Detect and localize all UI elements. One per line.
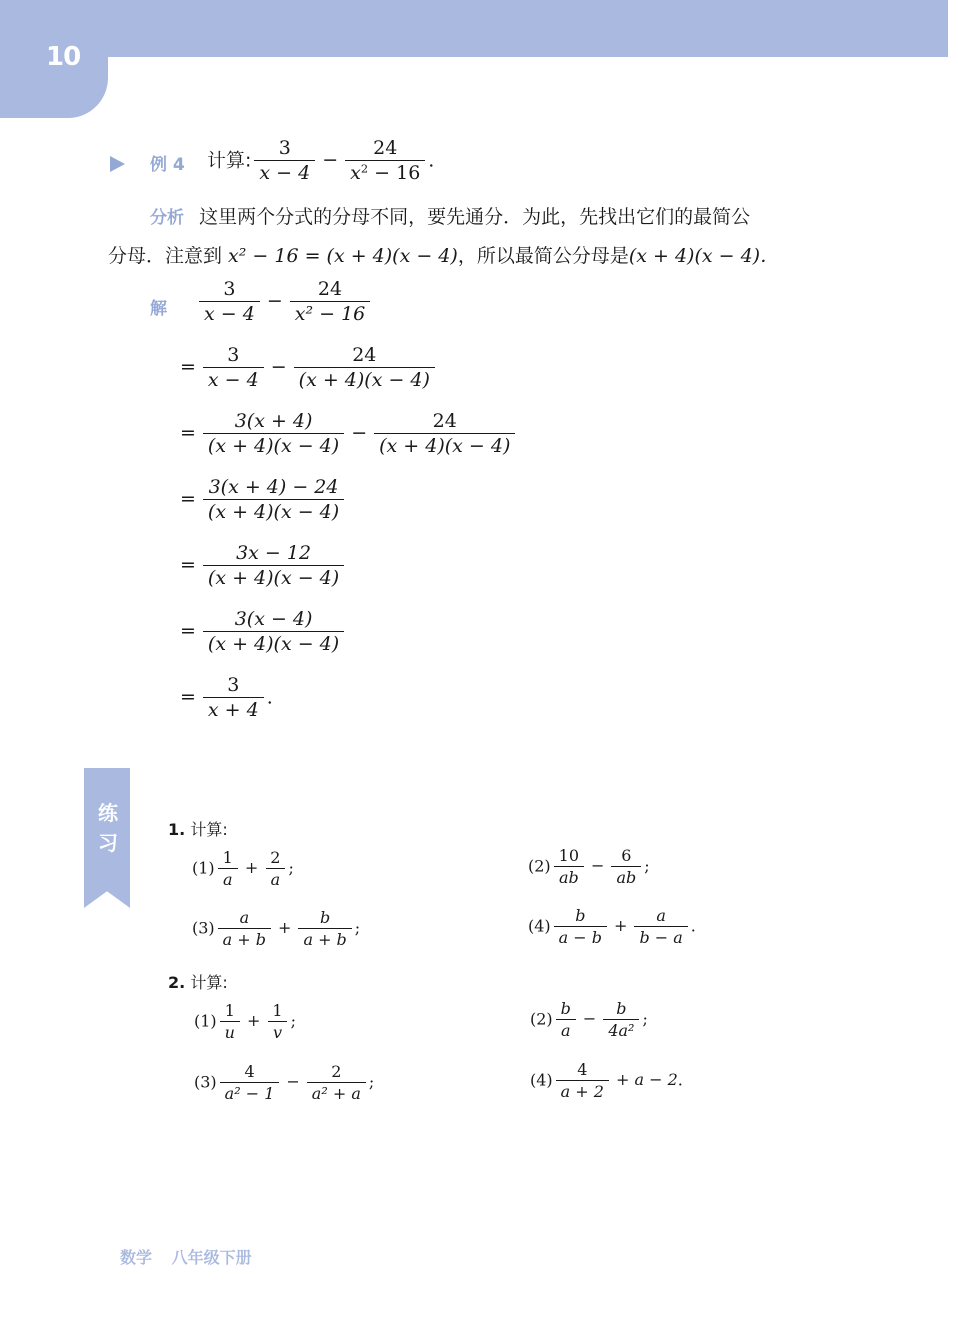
denominator: a − b: [554, 926, 607, 947]
denominator: a + b: [298, 928, 351, 949]
numerator: 3(x + 4) − 24: [208, 476, 339, 498]
fraction: [203, 543, 344, 590]
fraction: [374, 411, 515, 458]
fraction: [634, 907, 687, 947]
item-end: ;: [288, 858, 294, 878]
denominator: x − 4: [254, 160, 315, 184]
exercise-item: [530, 1000, 648, 1040]
numerator: a: [239, 908, 250, 927]
fraction: [203, 609, 344, 656]
item-end: ;: [644, 856, 650, 876]
fraction: [307, 1063, 366, 1103]
item-tag: (2): [530, 1009, 553, 1029]
fraction: [220, 1063, 280, 1103]
operator: +: [244, 858, 259, 878]
denominator: a: [556, 1019, 576, 1040]
triangle-arrow-icon: [110, 156, 125, 172]
operator: −: [591, 856, 605, 876]
numerator: b: [616, 999, 627, 1018]
example-prompt: 计算:: [207, 149, 252, 172]
fraction: [218, 909, 271, 949]
numerator: 1: [272, 1001, 283, 1020]
numerator: 24: [432, 410, 457, 432]
exercise-item: [528, 847, 650, 887]
denominator: ab: [554, 866, 584, 887]
fraction: [554, 907, 607, 947]
solution-step: = $\frac{3(x + 4) - 24}{(x + 4)(x - 4)}$: [180, 477, 347, 524]
exercise-item: [194, 1063, 374, 1103]
analysis-label: 分析: [150, 208, 184, 228]
fraction: [294, 345, 435, 392]
item-end: ;: [642, 1009, 648, 1029]
operator: +: [278, 918, 292, 938]
numerator: 3: [223, 278, 236, 300]
item-end: ;: [368, 1072, 375, 1092]
solution-step: = $\frac{3(x - 4)}{(x + 4)(x - 4)}$: [180, 609, 347, 656]
analysis-line-2: [108, 241, 779, 268]
denominator-base: x: [350, 162, 361, 185]
fraction: [218, 849, 238, 889]
fraction: [267, 1002, 287, 1042]
fraction: [556, 1061, 609, 1101]
question-2-heading: [168, 970, 228, 993]
fraction: [254, 138, 315, 185]
solution-step: = $\frac{3}{x + 4}$ .: [180, 674, 273, 722]
denominator: x − 4: [199, 301, 260, 325]
fraction: [298, 909, 351, 949]
numerator: 24: [317, 278, 343, 300]
numerator: 2: [331, 1062, 342, 1081]
fraction: [199, 279, 260, 326]
solution-step: $\frac{3}{x - 4}$ − $\frac{24}{\text{x² − 16}}$: [196, 279, 373, 326]
numerator: 6: [621, 846, 632, 865]
expression-tail: + a − 2: [615, 1070, 678, 1090]
item-tag: (3): [192, 918, 215, 938]
denominator: (x + 4)(x − 4): [203, 631, 344, 655]
denominator: (x + 4)(x − 4): [294, 367, 435, 391]
footer-book-title: 数学 八年级下册: [120, 1248, 252, 1267]
exercise-item: [192, 909, 360, 949]
denominator: x + 4: [203, 697, 264, 721]
numerator: 3: [278, 137, 291, 159]
denominator: a + 2: [556, 1080, 609, 1101]
operator: −: [286, 1072, 300, 1092]
item-tag: (4): [530, 1070, 553, 1090]
solution-step: = $\frac{3x - 12}{(x + 4)(x - 4)}$: [180, 543, 347, 590]
exercise-item: [194, 1002, 296, 1042]
fraction: [290, 279, 371, 326]
fraction: [556, 1000, 576, 1040]
numerator: 24: [373, 137, 398, 159]
fraction: [203, 477, 344, 524]
solution-label: 解: [150, 299, 167, 319]
denominator: a: [218, 868, 238, 889]
analysis-line-1: [150, 202, 750, 229]
fraction: [345, 138, 425, 185]
numerator: 3(x + 4): [234, 410, 313, 432]
numerator: 3: [227, 344, 240, 366]
item-tag: (2): [528, 856, 551, 876]
question-number: 2.: [168, 973, 186, 992]
denominator: (x + 4)(x − 4): [203, 565, 344, 589]
question-1-heading: [168, 817, 228, 840]
numerator: 2: [270, 848, 281, 867]
denominator: x − 4: [203, 367, 264, 391]
exercise-item: [528, 907, 696, 947]
solution-label-wrap: [150, 294, 167, 319]
numerator: 3x − 12: [236, 542, 312, 564]
item-end: ;: [354, 918, 361, 938]
practice-label: 练习: [98, 801, 118, 855]
exercise-item: [530, 1061, 683, 1101]
example-problem: 计算: $\frac{3}{x - 4}$ − $\frac{24}{x^2 - 16}$ .: [207, 137, 435, 185]
fraction: [203, 345, 264, 392]
page-number: 10: [46, 42, 81, 72]
numerator: 3(x − 4): [234, 608, 313, 630]
numerator: b: [575, 906, 586, 925]
solution-step: = $\frac{3(x + 4)}{(x + 4)(x - 4)}$ − $\frac{24}{(x + 4)(x - 4)}$: [180, 411, 518, 458]
numerator: b: [560, 999, 571, 1018]
numerator: 1: [224, 1001, 235, 1020]
fraction: [611, 847, 641, 887]
numerator: 3: [227, 674, 240, 696]
item-end: ;: [290, 1011, 296, 1031]
denominator: (x + 4)(x − 4): [203, 499, 344, 523]
item-tag: (3): [194, 1072, 217, 1092]
operator: +: [614, 916, 628, 936]
denominator: a: [266, 868, 286, 889]
denominator: ab: [611, 866, 641, 887]
exponent: 2: [360, 162, 369, 176]
analysis-text-1: 这里两个分式的分母不同，要先通分．为此，先找出它们的最简公: [199, 206, 751, 228]
item-end: .: [690, 916, 696, 936]
fraction: [203, 411, 344, 458]
denominator: 4a²: [603, 1019, 639, 1040]
numerator: 10: [558, 846, 580, 865]
numerator: a: [656, 906, 666, 925]
fraction: [220, 1002, 240, 1042]
denominator: x² − 16: [290, 301, 371, 325]
item-tag: (1): [192, 858, 215, 878]
header-band: [0, 0, 948, 57]
numerator: 1: [222, 848, 233, 867]
fraction: [554, 847, 584, 887]
question-prompt: 计算:: [190, 820, 228, 839]
analysis-text-3: ，所以最简公分母是: [457, 245, 629, 267]
solution-step: = $\frac{3}{x - 4}$ − $\frac{24}{(x + 4)(x - 4)}$: [180, 345, 438, 392]
item-end: .: [677, 1070, 683, 1090]
question-number: 1.: [168, 820, 186, 839]
denominator: (x + 4)(x − 4): [203, 433, 344, 457]
denominator: b − a: [634, 926, 687, 947]
denominator: (x + 4)(x − 4): [374, 433, 515, 457]
example-label: 例 4: [150, 155, 185, 175]
exercise-item: [192, 849, 294, 889]
numerator: b: [319, 908, 331, 927]
denominator: a² − 1: [220, 1082, 280, 1103]
item-tag: (4): [528, 916, 551, 936]
denominator: v: [268, 1021, 287, 1042]
example-heading: [150, 150, 185, 175]
denominator: a + b: [218, 928, 271, 949]
operator: −: [582, 1009, 597, 1029]
operator: +: [246, 1011, 261, 1031]
analysis-text-2: 分母．注意到: [108, 245, 229, 267]
denominator-rest: − 16: [368, 162, 421, 185]
item-tag: (1): [194, 1011, 217, 1031]
numerator: 4: [577, 1060, 588, 1079]
fraction: [203, 675, 264, 722]
analysis-math: x² − 16 = (x + 4)(x − 4): [228, 245, 458, 267]
numerator: 4: [244, 1062, 255, 1081]
numerator: 24: [352, 344, 377, 366]
fraction: [265, 849, 285, 889]
analysis-common-denominator: (x + 4)(x − 4)．: [628, 245, 780, 267]
fraction: [603, 1000, 639, 1040]
question-prompt: 计算:: [190, 973, 228, 992]
denominator: u: [220, 1021, 240, 1042]
denominator: a² + a: [307, 1082, 366, 1103]
